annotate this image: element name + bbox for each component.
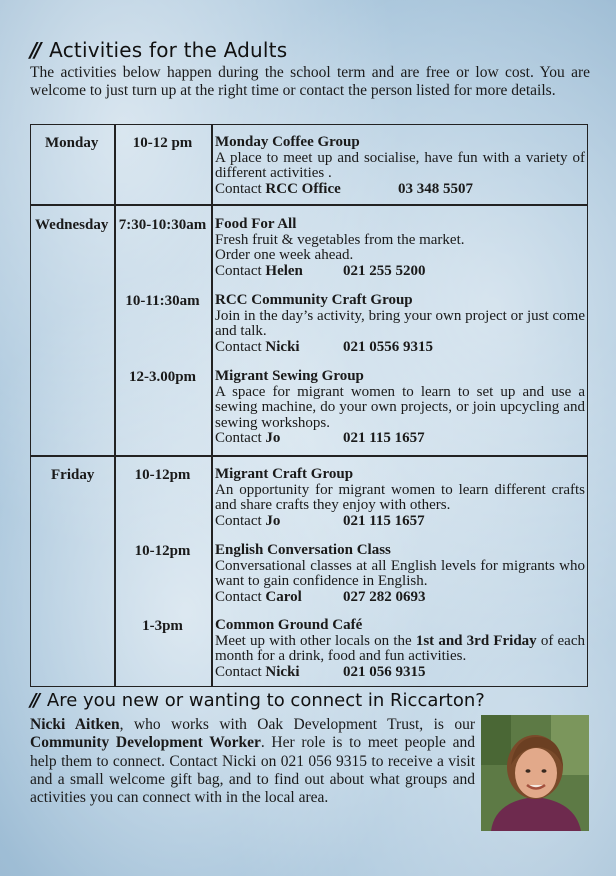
time-label: 12-3.00pm [128, 369, 197, 385]
contact-phone: 021 0556 9315 [343, 338, 433, 355]
day-wednesday: Wednesday [35, 217, 109, 233]
activity-contact [215, 590, 585, 606]
day-friday: Friday [51, 467, 95, 483]
contact-prefix: Contact [215, 338, 266, 355]
portrait-photo-art [481, 715, 589, 831]
heading-title: Activities for the Adults [49, 38, 288, 62]
contact-prefix: Contact [215, 512, 266, 529]
activity-title: Migrant Craft Group [215, 466, 354, 482]
intro-text: The activities below happen during the school term and are free or low cost. You are welcome to just turn up at the right time or contact the person listed for more details. [30, 64, 590, 99]
contact-phone: 027 282 0693 [343, 588, 426, 605]
connect-title: Are you new or wanting to connect in Riccarton? [46, 690, 485, 711]
activity-desc: A space for migrant women to learn to set up and use a sewing machine, do your own projects, or join upcycling and sewing workshops. [215, 383, 585, 431]
contact-name: Nicki [265, 338, 300, 355]
contact-name: Jo [265, 512, 281, 529]
activity-desc: An opportunity for migrant women to learn different crafts and share crafts they enjoy with others. [215, 481, 585, 513]
connect-paragraph [30, 716, 475, 807]
table-divider [31, 455, 587, 457]
time-label: 10-12pm [134, 543, 191, 559]
contact-prefix: Contact [215, 430, 266, 446]
contact-name: RCC Office [265, 180, 341, 197]
activity-english-class [215, 543, 585, 605]
contact-phone: 021 115 1657 [343, 430, 425, 446]
activity-contact [215, 431, 585, 447]
portrait-photo [481, 715, 589, 831]
person-name: Nicki Aitken [30, 716, 120, 733]
contact-prefix: Contact [215, 180, 266, 197]
table-divider [211, 125, 213, 686]
activity-title: RCC Community Craft Group [215, 292, 413, 308]
activity-desc [215, 634, 585, 665]
contact-name: Helen [265, 262, 303, 279]
time-label: 10-12pm [134, 467, 191, 483]
desc-part: of each month for a drink, food and fun activities. [215, 632, 585, 664]
activity-desc: A place to meet up and socialise, have fun with a variety of different activities . [215, 149, 585, 181]
activity-migrant-craft [215, 467, 585, 529]
heading-slashes: // [30, 38, 39, 62]
day-monday: Monday [45, 135, 99, 151]
contact-name: Carol [265, 588, 302, 605]
contact-phone: 021 056 9315 [343, 663, 426, 680]
contact-prefix: Contact [215, 663, 266, 680]
time-label: 10-12 pm [132, 135, 193, 151]
desc-bold: 1st and 3rd Friday [415, 632, 537, 649]
activity-title: Monday Coffee Group [215, 134, 360, 150]
time-label: 10-11:30am [125, 293, 200, 309]
activity-desc: Conversational classes at all English levels for migrants who want to gain confidence in English. [215, 557, 585, 589]
activity-desc: Fresh fruit & vegetables from the market. Order one week ahead. [215, 231, 465, 263]
activity-title: Common Ground Café [215, 617, 363, 633]
table-divider [114, 125, 116, 686]
time-label: 7:30-10:30am [118, 217, 207, 233]
contact-name: Jo [265, 430, 281, 446]
activity-common-ground [215, 618, 585, 680]
contact-prefix: Contact [215, 588, 266, 605]
para-text: , who works with Oak Development Trust, is our [119, 716, 475, 733]
time-label: 1-3pm [142, 618, 183, 634]
activity-food-for-all [215, 217, 585, 279]
connect-heading [30, 690, 485, 711]
activity-craft-group [215, 293, 585, 355]
activity-title: Migrant Sewing Group [215, 368, 364, 384]
activities-table [30, 124, 588, 687]
activity-desc: Join in the day’s activity, bring your own project or just come and talk. [215, 307, 585, 339]
activity-sewing-group [215, 369, 585, 447]
activity-title: English Conversation Class [215, 542, 391, 558]
contact-phone: 03 348 5507 [398, 180, 473, 197]
contact-name: Nicki [265, 663, 300, 680]
activity-contact [215, 340, 585, 356]
activity-contact [215, 665, 585, 681]
activity-contact [215, 264, 585, 280]
table-divider [31, 204, 587, 206]
para-text: . Her role is to meet people and help them to connect. Contact Nicki on 021 056 9315 to receive a visit and a small welcome gift bag, and to find out about what groups and activities you can connect with in the local area. [30, 734, 475, 807]
contact-phone: 021 255 5200 [343, 262, 426, 279]
activity-contact [215, 182, 585, 198]
activity-title: Food For All [215, 216, 297, 232]
activity-contact [215, 514, 585, 530]
desc-part: Meet up with other locals on the [215, 632, 416, 649]
contact-prefix: Contact [215, 262, 266, 279]
page-title [30, 38, 287, 62]
activity-monday-coffee [215, 135, 585, 197]
heading-slashes: // [30, 690, 38, 711]
contact-phone: 021 115 1657 [343, 512, 425, 529]
person-role: Community Development Worker [30, 734, 261, 752]
